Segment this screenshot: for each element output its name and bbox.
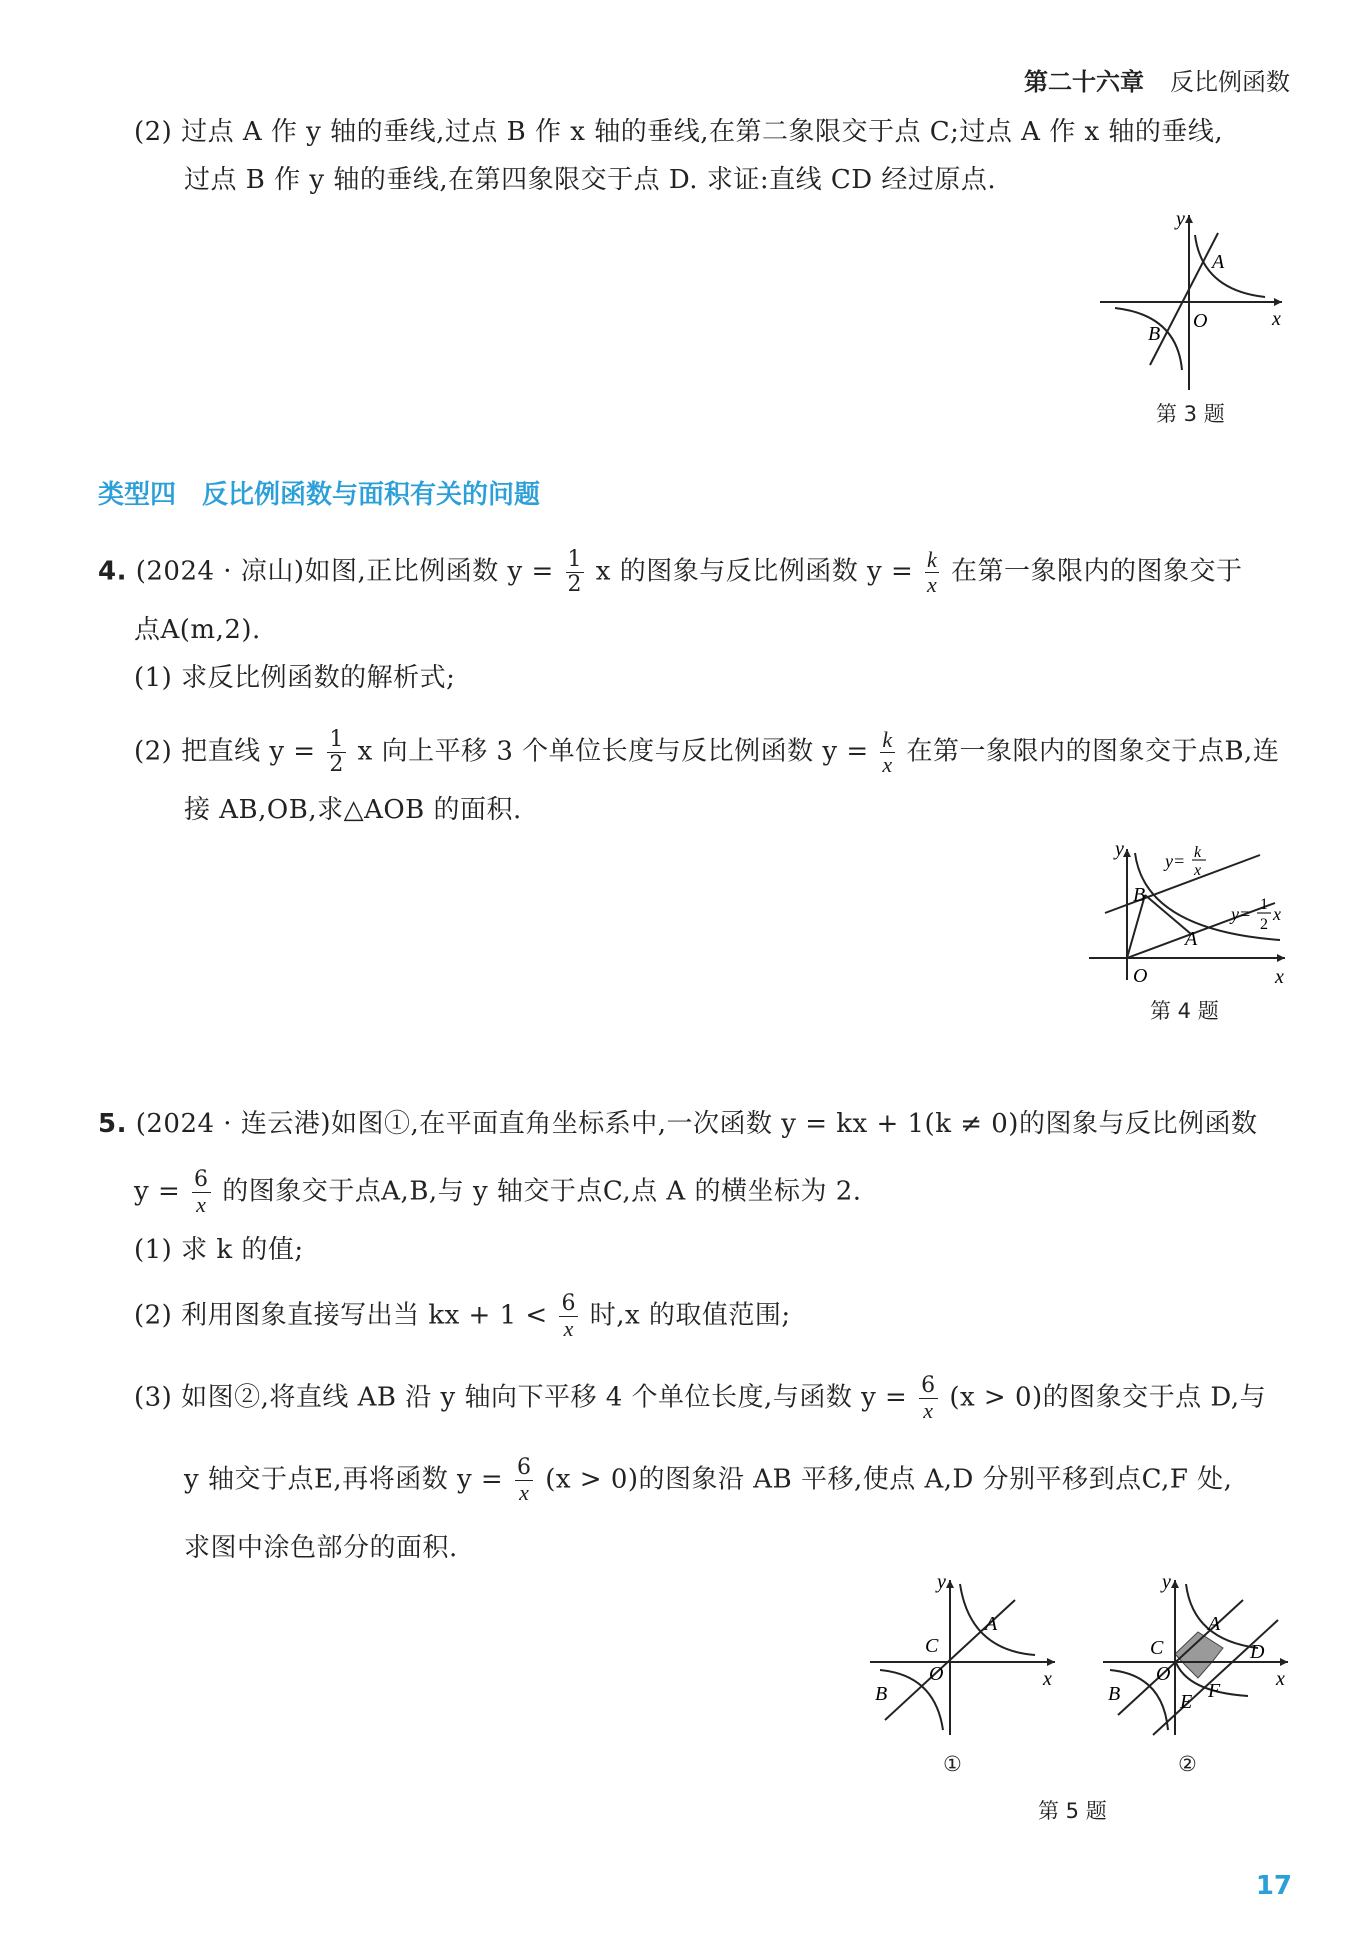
q5-part3-line2-a: y 轴交于点E,再将函数 y = xyxy=(184,1464,504,1495)
fig5a-label-c: C xyxy=(925,1635,939,1657)
q4-frac-half: $\frac{1}{2}$ xyxy=(567,547,583,597)
fig5-label-2: ② xyxy=(1178,1752,1197,1776)
q5-number: 5. xyxy=(98,1109,127,1139)
q4-line1-b: x 的图象与反比例函数 y = xyxy=(595,556,914,587)
q5-line2-b: 的图象交于点A,B,与 y 轴交于点C,点 A 的横坐标为 2. xyxy=(222,1176,862,1207)
fig4-label-o: O xyxy=(1133,965,1148,987)
q5-frac-6x-1: $\frac{6}{x}$ xyxy=(194,1167,209,1217)
q4-part2-a: (2) 把直线 y = xyxy=(134,736,316,767)
fig4-line-oa xyxy=(1127,903,1275,958)
fig5b-label-x: x xyxy=(1276,1668,1285,1690)
q3-part2-line1: (2) 过点 A 作 y 轴的垂线,过点 B 作 x 轴的垂线,在第二象限交于点 C;过点 A 作 x 轴的垂线, xyxy=(134,117,1224,147)
q4-line2: 点A(m,2). xyxy=(134,615,261,645)
fig4-label-y: y xyxy=(1115,838,1124,860)
fig5b-label-o: O xyxy=(1156,1663,1171,1685)
fig4-label-a: A xyxy=(1185,928,1198,950)
fig5a-label-y: y xyxy=(937,1571,946,1593)
q4-part2-frac-half: $\frac{1}{2}$ xyxy=(329,727,344,777)
fig5b-label-c: C xyxy=(1150,1637,1164,1659)
q4-part2-line2: 接 AB,OB,求△AOB 的面积. xyxy=(184,795,522,825)
fig3-label-a: A xyxy=(1212,251,1225,273)
fig3-curve-q1 xyxy=(1195,235,1265,297)
fig4-curve-x: x xyxy=(1194,862,1202,879)
q5-part3-a: (3) 如图②,将直线 AB 沿 y 轴向下平移 4 个单位长度,与函数 y = xyxy=(134,1382,908,1413)
q4-line1-c: 在第一象限内的图象交于 xyxy=(951,556,1243,587)
fig5b-label-y: y xyxy=(1162,1571,1171,1593)
section-label: 类型四 xyxy=(98,480,177,510)
fig4-line-x: x xyxy=(1273,904,1281,924)
fig3-line-ab xyxy=(1150,233,1218,365)
fig5a-label-x: x xyxy=(1043,1668,1052,1690)
figure-4 xyxy=(1085,835,1295,990)
q4-number: 4. xyxy=(98,556,127,587)
q5-part3-line3: 求图中涂色部分的面积. xyxy=(184,1533,458,1563)
q4-part2-b: x 向上平移 3 个单位长度与反比例函数 y = xyxy=(357,736,869,767)
q5-line1 xyxy=(98,1104,1257,1144)
fig5a-label-o: O xyxy=(929,1663,944,1685)
q5-line1-text: (2024 · 连云港)如图①,在平面直角坐标系中,一次函数 y = kx + 1(k ≠ 0)的图象与反比例函数 xyxy=(135,1109,1258,1139)
q4-part2 xyxy=(134,728,1279,777)
q4-part1: (1) 求反比例函数的解析式; xyxy=(134,663,456,693)
fig5b-label-b: B xyxy=(1108,1683,1121,1705)
fig5a-label-a: A xyxy=(985,1613,998,1635)
chapter-number: 第二十六章 xyxy=(1024,68,1144,96)
q5-line2 xyxy=(134,1168,862,1217)
q4-frac-kx: $\frac{k}{x}$ xyxy=(927,547,938,597)
q4-part2-frac-kx: $\frac{k}{x}$ xyxy=(882,727,893,777)
fig5b-label-e: E xyxy=(1180,1691,1193,1713)
q5-frac-6x-3: $\frac{6}{x}$ xyxy=(921,1373,936,1423)
q3-part2-line2: 过点 B 作 y 轴的垂线,在第四象限交于点 D. 求证:直线 CD 经过原点. xyxy=(184,165,997,195)
chapter-header xyxy=(1024,62,1290,97)
fig4-line-num: 1 xyxy=(1260,896,1268,913)
q5-part2-a: (2) 利用图象直接写出当 kx + 1 < xyxy=(134,1300,548,1331)
fig5a-label-b: B xyxy=(875,1683,888,1705)
q4-line1 xyxy=(98,548,1243,597)
q5-part3 xyxy=(134,1374,1266,1423)
fig3-label-o: O xyxy=(1193,310,1208,332)
figure-5-1 xyxy=(865,1570,1065,1740)
q5-part3-b: (x > 0)的图象交于点 D,与 xyxy=(949,1382,1267,1413)
fig5-label-1: ① xyxy=(943,1752,962,1776)
fig5b-line-ed xyxy=(1153,1620,1278,1735)
fig4-curve xyxy=(1135,853,1280,940)
fig5b-label-d: D xyxy=(1250,1641,1265,1663)
q5-part2 xyxy=(134,1292,791,1341)
fig5b-label-a: A xyxy=(1208,1613,1221,1635)
fig4-line-lhs: y= xyxy=(1231,904,1252,924)
fig4-curve-k: k xyxy=(1194,844,1202,861)
fig3-label-y: y xyxy=(1176,208,1185,230)
fig4-label-b: B xyxy=(1133,884,1146,906)
section-title xyxy=(98,474,566,511)
q4-line1-a: (2024 · 凉山)如图,正比例函数 y = xyxy=(135,556,554,587)
figure-3 xyxy=(1090,205,1290,395)
fig4-caption: 第 4 题 xyxy=(1150,999,1219,1023)
fig5a-curve-q1 xyxy=(960,1584,1035,1655)
q5-part1: (1) 求 k 的值; xyxy=(134,1235,304,1265)
q5-part3-line2-b: (x > 0)的图象沿 AB 平移,使点 A,D 分别平移到点C,F 处, xyxy=(545,1464,1233,1495)
q5-frac-6x-4: $\frac{6}{x}$ xyxy=(516,1455,532,1505)
page-number: 17 xyxy=(1255,1871,1292,1901)
fig5b-label-f: F xyxy=(1208,1680,1221,1702)
fig4-line-den: 2 xyxy=(1260,916,1268,933)
section-heading: 反比例函数与面积有关的问题 xyxy=(202,480,541,510)
fig5-caption: 第 5 题 xyxy=(1038,1799,1107,1823)
fig3-caption: 第 3 题 xyxy=(1156,402,1225,426)
fig4-label-x: x xyxy=(1275,966,1284,988)
q5-frac-6x-2: $\frac{6}{x}$ xyxy=(561,1291,576,1341)
chapter-title: 反比例函数 xyxy=(1170,68,1290,96)
fig3-label-x: x xyxy=(1272,308,1281,330)
fig3-label-b: B xyxy=(1148,323,1161,345)
q5-line2-a: y = xyxy=(134,1176,181,1207)
figure-5-2 xyxy=(1098,1570,1298,1740)
q5-part3-line2 xyxy=(184,1456,1232,1505)
q5-part2-b: 时,x 的取值范围; xyxy=(589,1300,791,1331)
q4-part2-c: 在第一象限内的图象交于点B,连 xyxy=(906,736,1280,767)
fig4-curve-lhs: y= xyxy=(1165,851,1186,871)
